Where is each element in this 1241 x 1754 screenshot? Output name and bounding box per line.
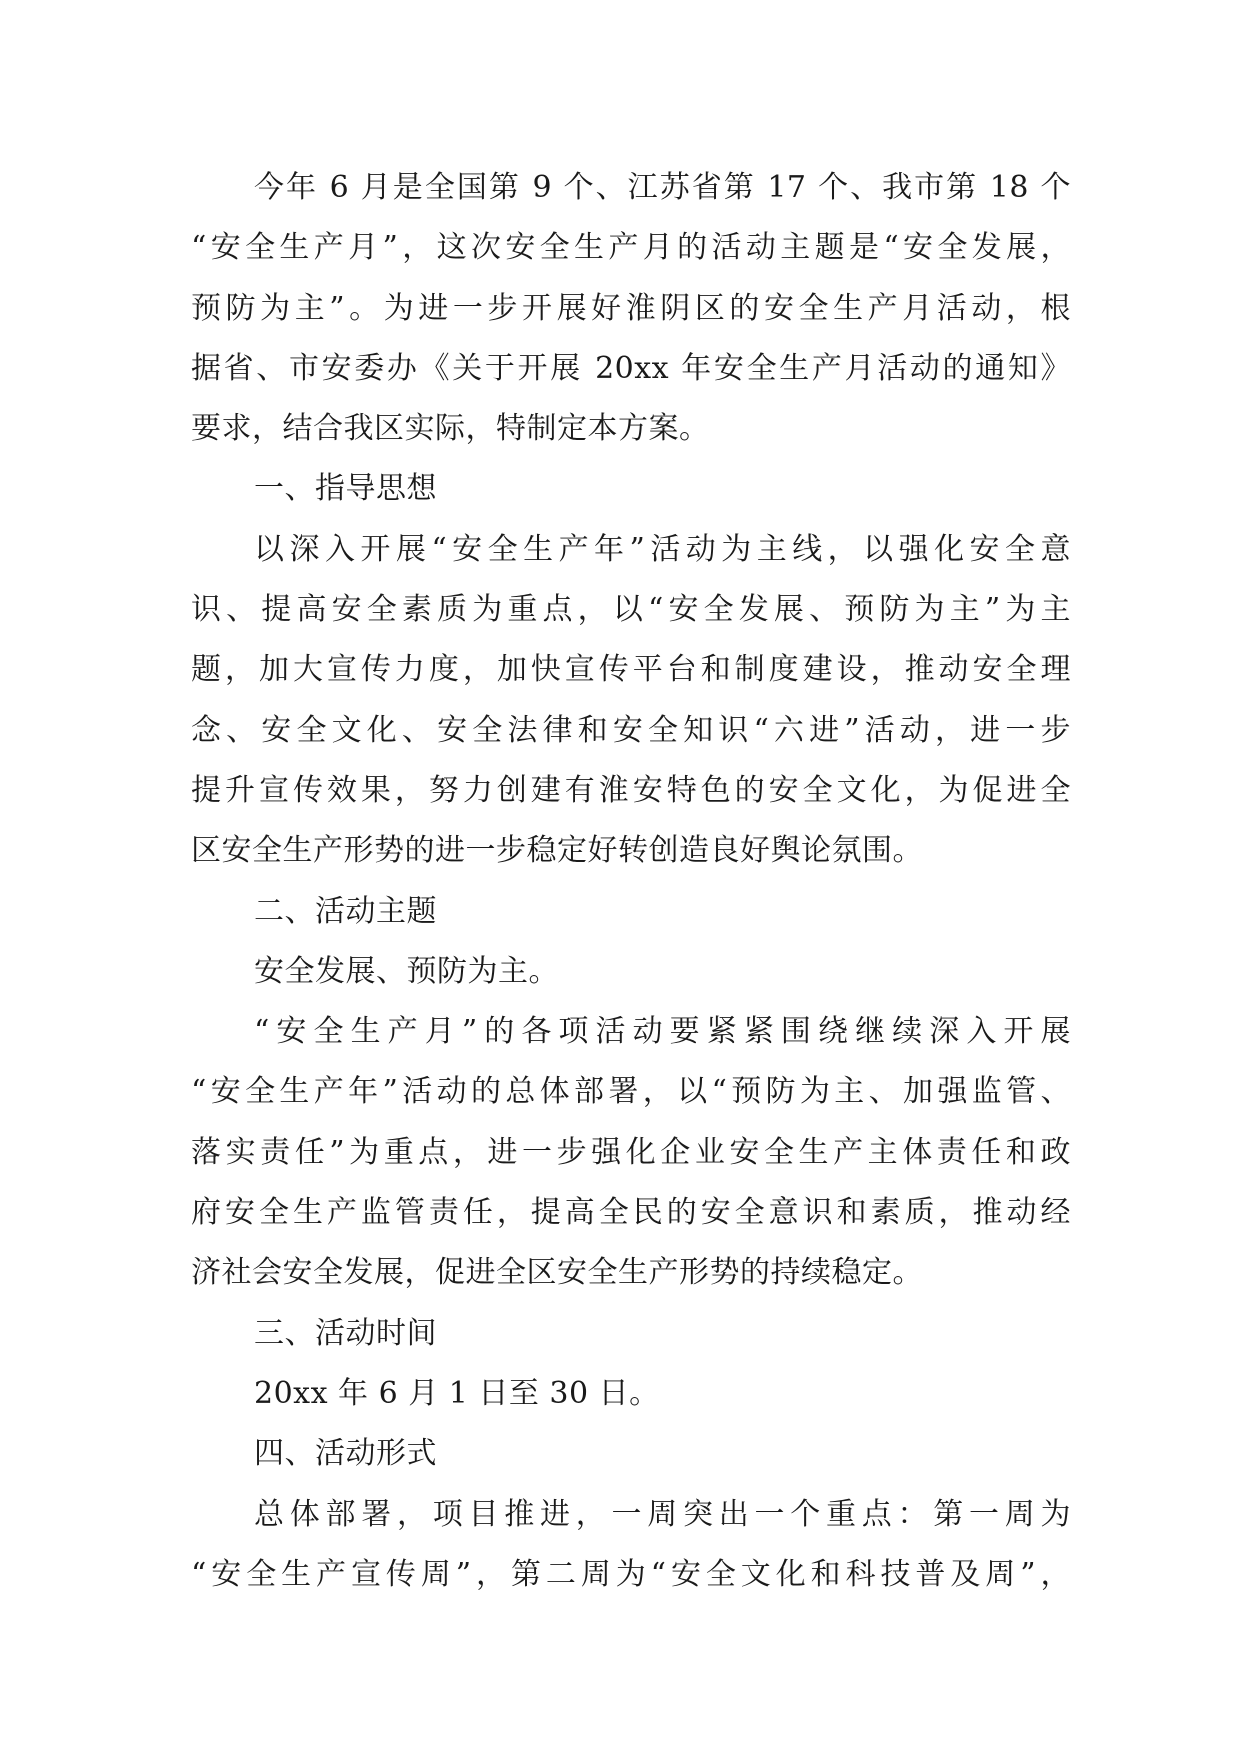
section-heading-activity-theme: 二、活动主题 — [254, 893, 437, 929]
paragraph-theme-line-4: 府安全生产监管责任，提高全民的安全意识和素质，推动经 — [191, 1195, 1071, 1231]
paragraph-guiding-line-6: 区安全生产形势的进一步稳定好转创造良好舆论氛围。 — [191, 833, 923, 869]
paragraph-guiding-line-3: 题，加大宣传力度，加快宣传平台和制度建设，推动安全理 — [191, 652, 1071, 688]
paragraph-form-line-1: 总体部署，项目推进，一周突出一个重点：第一周为 — [254, 1496, 1071, 1532]
document-body — [191, 158, 1071, 1605]
paragraph-theme-line-3: 落实责任”为重点，进一步强化企业安全生产主体责任和政 — [191, 1134, 1071, 1170]
section-heading-activity-form: 四、活动形式 — [254, 1436, 437, 1472]
paragraph-theme-line-5: 济社会安全发展，促进全区安全生产形势的持续稳定。 — [191, 1255, 923, 1291]
paragraph-theme-line-1: “安全生产月”的各项活动要紧紧围绕继续深入开展 — [254, 1014, 1071, 1050]
paragraph-guiding-line-4: 念、安全文化、安全法律和安全知识“六进”活动，进一步 — [191, 712, 1071, 748]
section-heading-guiding-ideology: 一、指导思想 — [254, 471, 437, 507]
paragraph-theme-line-2: “安全生产年”活动的总体部署，以“预防为主、加强监管、 — [191, 1074, 1071, 1110]
paragraph-form-line-2: “安全生产宣传周”，第二周为“安全文化和科技普及周”， — [191, 1556, 1071, 1592]
section-heading-activity-time: 三、活动时间 — [254, 1315, 437, 1351]
paragraph-theme-statement: 安全发展、预防为主。 — [254, 953, 559, 989]
paragraph-guiding-line-1: 以深入开展“安全生产年”活动为主线，以强化安全意 — [254, 531, 1071, 567]
paragraph-activity-time: 20xx 年 6 月 1 日至 30 日。 — [254, 1375, 660, 1411]
paragraph-intro-line-5: 要求，结合我区实际，特制定本方案。 — [191, 411, 710, 447]
paragraph-intro-line-1: 今年 6 月是全国第 9 个、江苏省第 17 个、我市第 18 个 — [254, 170, 1071, 205]
paragraph-guiding-line-5: 提升宣传效果，努力创建有淮安特色的安全文化，为促进全 — [191, 772, 1071, 808]
paragraph-intro-line-3: 预防为主”。为进一步开展好淮阴区的安全生产月活动，根 — [191, 290, 1071, 326]
paragraph-guiding-line-2: 识、提高安全素质为重点，以“安全发展、预防为主”为主 — [191, 592, 1071, 628]
paragraph-intro-line-4: 据省、市安委办《关于开展 20xx 年安全生产月活动的通知》 — [191, 350, 1071, 386]
paragraph-intro-line-2: “安全生产月”，这次安全生产月的活动主题是“安全发展， — [191, 230, 1071, 266]
